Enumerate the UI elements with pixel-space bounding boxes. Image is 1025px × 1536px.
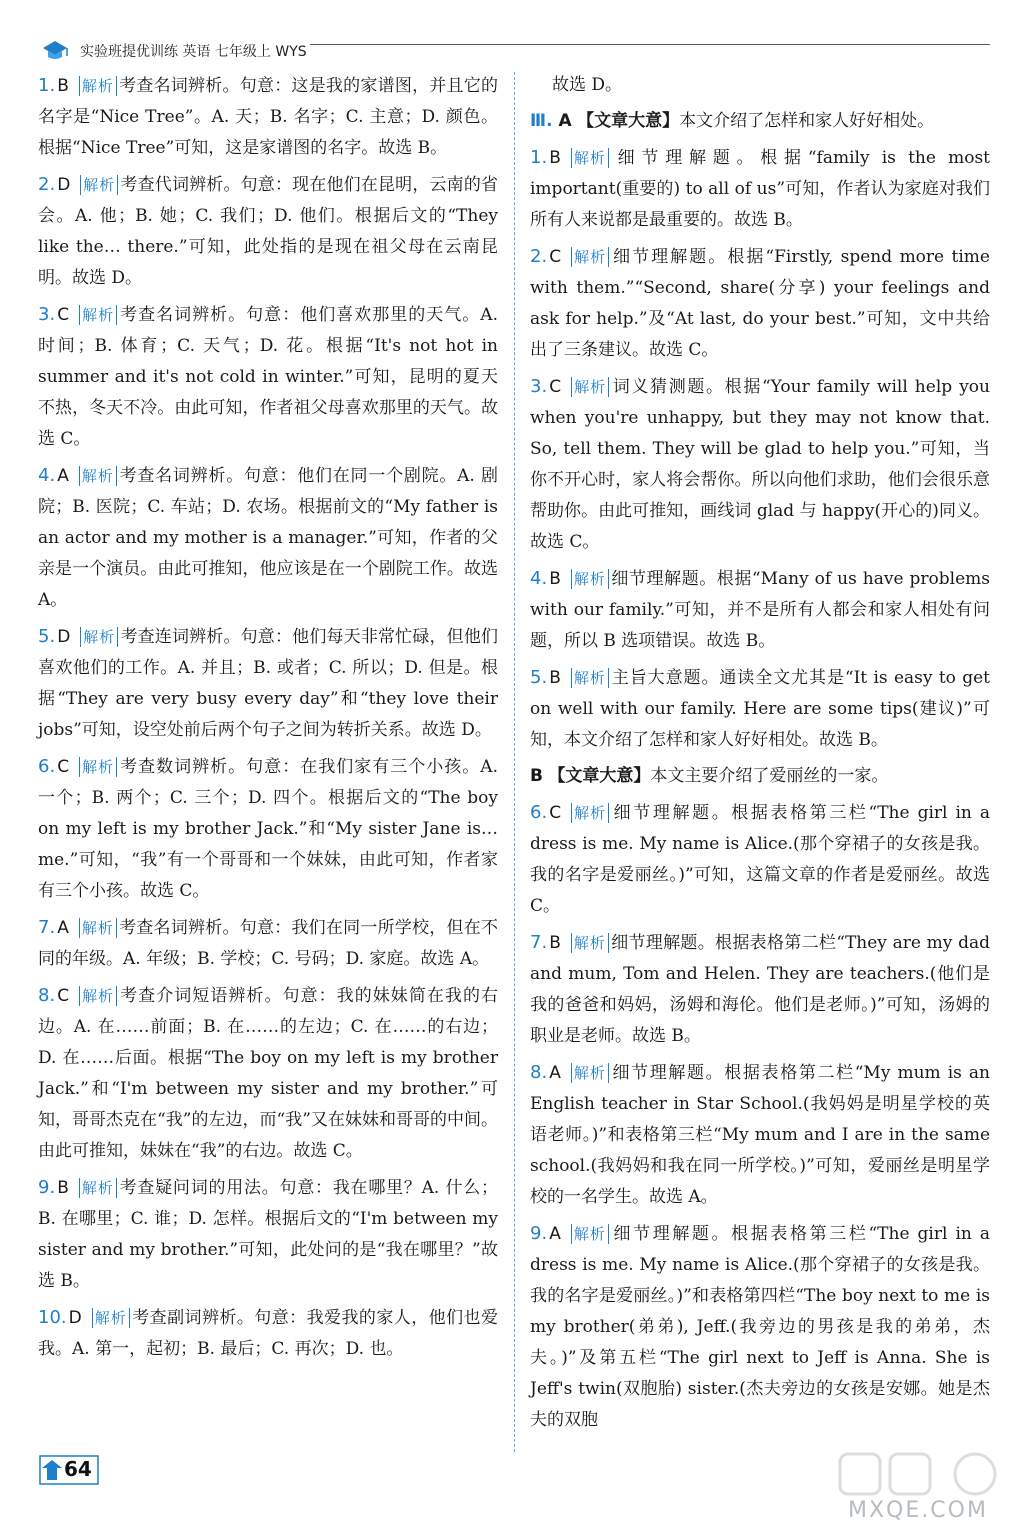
answer-letter: D [57, 627, 71, 647]
analysis-tag: 解析 [571, 569, 609, 589]
item-number: 9. [38, 1177, 56, 1198]
analysis-tag: 解析 [80, 627, 118, 647]
answer-letter: C [549, 247, 562, 267]
answer-letter: B [549, 148, 561, 168]
section-summary [530, 106, 990, 137]
analysis-text: 考查连词辨析。句意：他们每天非常忙碌，但他们喜欢他们的工作。A. 并且；B. 或者；C. 所以；D. 但是。根据“They are very busy every day”和“they love their jobs”可知，设空处前后两个句子之间为转折关系。故选 D。 [38, 627, 498, 740]
analysis-text: 考查介词短语辨析。句意：我的妹妹简在我的右边。A. 在……前面；B. 在……的左边；C. 在……的右边；D. 在……后面。根据“The boy on my left is my brother Jack.”和“I'm between my sister and my brother.”可知，哥哥杰克在“我”的左边，而“我”又在妹妹和哥哥的中间。由此可推知，妹妹在“我”的右边。故选 C。 [38, 986, 498, 1161]
right-column [530, 70, 990, 1441]
answer-letter: A [57, 918, 69, 938]
analysis-text: 细节理解题。根据表格第三栏“The girl in a dress is me. My name is Alice.(那个穿裙子的女孩是我。我的名字是爱丽丝。)”可知，这篇文章的作者是爱丽丝。故选 C。 [530, 803, 990, 916]
analysis-tag: 解析 [571, 1063, 609, 1083]
analysis-tag: 解析 [79, 918, 117, 938]
analysis-tag: 解析 [79, 1178, 117, 1198]
analysis-text: 细节理解题。根据表格第二栏“They are my dad and mum, Tom and Helen. They are teachers.(他们是我的爸爸和妈妈，汤姆和海伦。他们是老师。)”可知，汤姆的职业是老师。故选 B。 [530, 933, 990, 1046]
analysis-text: 考查名词辨析。句意：他们喜欢那里的天气。A. 时间；B. 体育；C. 天气；D. 花。根据“It's not hot in summer and it's not cold in winter.”可知，昆明的夏天不热，冬天不冷。由此可知，作者祖父母喜欢那里的天气。故选 C。 [38, 305, 498, 449]
passage-letter: B [530, 766, 543, 786]
analysis-text: 考查名词辨析。句意：他们在同一个剧院。A. 剧院；B. 医院；C. 车站；D. 农场。根据前文的“My father is an actor and my mother is a manager.”可知，作者的父亲是一个演员。由此可推知，他应该是在一个剧院工作。故选 A。 [38, 466, 498, 610]
analysis-tag: 解析 [79, 757, 117, 777]
book-logo-icon [40, 38, 70, 62]
analysis-tag: 解析 [79, 466, 117, 486]
analysis-tag: 解析 [571, 803, 609, 823]
answer-item [530, 662, 990, 756]
analysis-tag: 解析 [79, 986, 117, 1006]
answer-item [38, 621, 498, 746]
analysis-text: 考查数词辨析。句意：在我们家有三个小孩。A. 一个；B. 两个；C. 三个；D. 四个。根据后文的“The boy on my left is my brother Jack.”和“My sister Jane is… me.”可知，“我”有一个哥哥和一个妹妹，由此可知，作者家有三个小孩。故选 C。 [38, 757, 498, 901]
column-divider [514, 72, 515, 1452]
item-number: 4. [530, 568, 548, 589]
answer-item [530, 1057, 990, 1213]
continued-text: 故选 D。 [552, 75, 623, 95]
item-number: 9. [530, 1223, 548, 1244]
summary-label: 【文章大意】 [577, 111, 680, 131]
answer-letter: C [549, 377, 562, 397]
answer-letter: A [57, 466, 69, 486]
answer-item [530, 797, 990, 922]
analysis-text: 考查名词辨析。句意：我们在同一所学校，但在不同的年级。A. 年级；B. 学校；C. 号码；D. 家庭。故选 A。 [38, 918, 498, 969]
item-number: 6. [38, 756, 56, 777]
analysis-text: 考查代词辨析。句意：现在他们在昆明，云南的省会。A. 他；B. 她；C. 我们；D. 他们。根据后文的“They like the… there.”可知，此处指的是现在祖父母在云南昆明。故选 D。 [38, 175, 498, 288]
analysis-tag: 解析 [571, 933, 609, 953]
header-rule [310, 44, 990, 45]
answer-letter: B [57, 1178, 69, 1198]
summary-text: 本文主要介绍了爱丽丝的一家。 [650, 766, 889, 786]
answer-item [38, 1172, 498, 1297]
analysis-text: 词义猜测题。根据“Your family will help you when you're unhappy, but they may not know that. So, tell them. They will be glad to help you.”可知，当你不开心时，家人将会帮你。所以向他们求助，他们会很乐意帮助你。由此可推知，画线词 glad 与 happy(开心的)同义。故选 C。 [530, 377, 990, 552]
summary-label: 【文章大意】 [548, 766, 651, 786]
item-number: 2. [530, 246, 548, 267]
analysis-text: 细节理解题。根据“Firstly, spend more time with them.”“Second, share(分享) your feelings and ask for help.”及“At last, do your best.”可知，文中共给出了三条建议。故选 C。 [530, 247, 990, 360]
analysis-tag: 解析 [571, 1224, 609, 1244]
answer-letter: C [57, 305, 70, 325]
answer-item [38, 70, 498, 164]
item-number: 6. [530, 802, 548, 823]
page-number-badge [38, 1452, 100, 1486]
analysis-tag: 解析 [79, 305, 117, 325]
answer-letter: D [57, 175, 71, 195]
answer-item [530, 142, 990, 236]
analysis-tag: 解析 [571, 377, 609, 397]
page-number: 64 [64, 1457, 92, 1481]
item-number: 10. [38, 1307, 67, 1328]
analysis-tag: 解析 [571, 247, 609, 267]
answer-item [38, 980, 498, 1167]
analysis-tag: 解析 [571, 668, 609, 688]
analysis-tag: 解析 [80, 175, 118, 195]
answer-item [530, 1218, 990, 1436]
answer-letter: A [549, 1224, 561, 1244]
analysis-tag: 解析 [571, 148, 609, 168]
section-number: Ⅲ. [530, 111, 553, 131]
header-title: 实验班提优训练 英语 七年级上 WYS [80, 44, 307, 60]
answer-letter: C [549, 803, 562, 823]
item-number: 3. [38, 304, 56, 325]
item-number: 5. [530, 667, 548, 688]
answer-letter: A [549, 1063, 561, 1083]
section-summary [530, 761, 990, 792]
item-number: 8. [530, 1062, 548, 1083]
answer-item [38, 1302, 498, 1365]
answer-item [38, 460, 498, 616]
analysis-text: 细节理解题。根据表格第二栏“My mum is an English teacher in Star School.(我妈妈是明星学校的英语老师。)”和表格第三栏“My mum and I are in the same school.(我妈妈和我在同一所学校。)”可知，爱丽丝是明星学校的一名学生。故选 A。 [530, 1063, 990, 1207]
analysis-tag: 解析 [92, 1308, 130, 1328]
item-number: 3. [530, 376, 548, 397]
analysis-text: 考查副词辨析。句意：我爱我的家人，他们也爱我。A. 第一，起初；B. 最后；C. 再次；D. 也。 [38, 1308, 498, 1359]
answer-letter: B [549, 569, 561, 589]
item-number: 8. [38, 985, 56, 1006]
answer-item [530, 371, 990, 558]
answer-item [530, 241, 990, 366]
answer-item [38, 751, 498, 907]
analysis-text: 考查疑问词的用法。句意：我在哪里？A. 什么；B. 在哪里；C. 谁；D. 怎样。根据后文的“I'm between my sister and my brother.”可知，此处问的是“我在哪里？”故选 B。 [38, 1178, 498, 1291]
answer-letter: C [57, 757, 70, 777]
analysis-text: 考查名词辨析。句意：这是我的家谱图，并且它的名字是“Nice Tree”。A. 天；B. 名字；C. 主意；D. 颜色。根据“Nice Tree”可知，这是家谱图的名字。故选 B。 [38, 76, 498, 158]
answer-item [38, 912, 498, 975]
analysis-tag: 解析 [79, 76, 117, 96]
item-number: 7. [530, 932, 548, 953]
answer-item [530, 927, 990, 1052]
answer-letter: B [57, 76, 69, 96]
analysis-text: 细节理解题。根据表格第三栏“The girl in a dress is me. My name is Alice.(那个穿裙子的女孩是我。我的名字是爱丽丝。)”和表格第四栏“The boy next to me is my brother(弟弟), Jeff.(我旁边的男孩是我的弟弟，杰夫。)”及第五栏“The girl next to Jeff is Anna. She is Jeff's twin(双胞胎) sister.(杰夫旁边的女孩是安娜。她是杰夫的双胞 [530, 1224, 990, 1430]
analysis-text: 主旨大意题。通读全文尤其是“It is easy to get on well with our family. Here are some tips(建议)”可知，本文介绍了怎样和家人好好相处。故选 B。 [530, 668, 990, 750]
page-header [40, 38, 990, 64]
answer-letter: B [549, 933, 561, 953]
answer-letter: D [68, 1308, 82, 1328]
answer-item [38, 299, 498, 455]
item-number: 5. [38, 626, 56, 647]
item-number: 4. [38, 465, 56, 486]
item-number: 1. [38, 75, 56, 96]
item-number: 7. [38, 917, 56, 938]
watermark-text: MXQE.COM [848, 1498, 988, 1523]
analysis-text: 细节理解题。根据“Many of us have problems with our family.”可知，并不是所有人都会和家人相处有问题，所以 B 选项错误。故选 B。 [530, 569, 990, 651]
item-number: 2. [38, 174, 56, 195]
summary-text: 本文介绍了怎样和家人好好相处。 [679, 111, 935, 131]
answer-item [38, 169, 498, 294]
answer-letter: C [57, 986, 70, 1006]
passage-letter: A [558, 111, 572, 131]
answer-item [530, 563, 990, 657]
answer-letter: B [549, 668, 561, 688]
left-column [38, 70, 498, 1370]
item-number: 1. [530, 147, 548, 168]
analysis-text: 细节理解题。根据“family is the most important(重要的) to all of us”可知，作者认为家庭对我们所有人来说都是最重要的。故选 B。 [530, 148, 990, 230]
